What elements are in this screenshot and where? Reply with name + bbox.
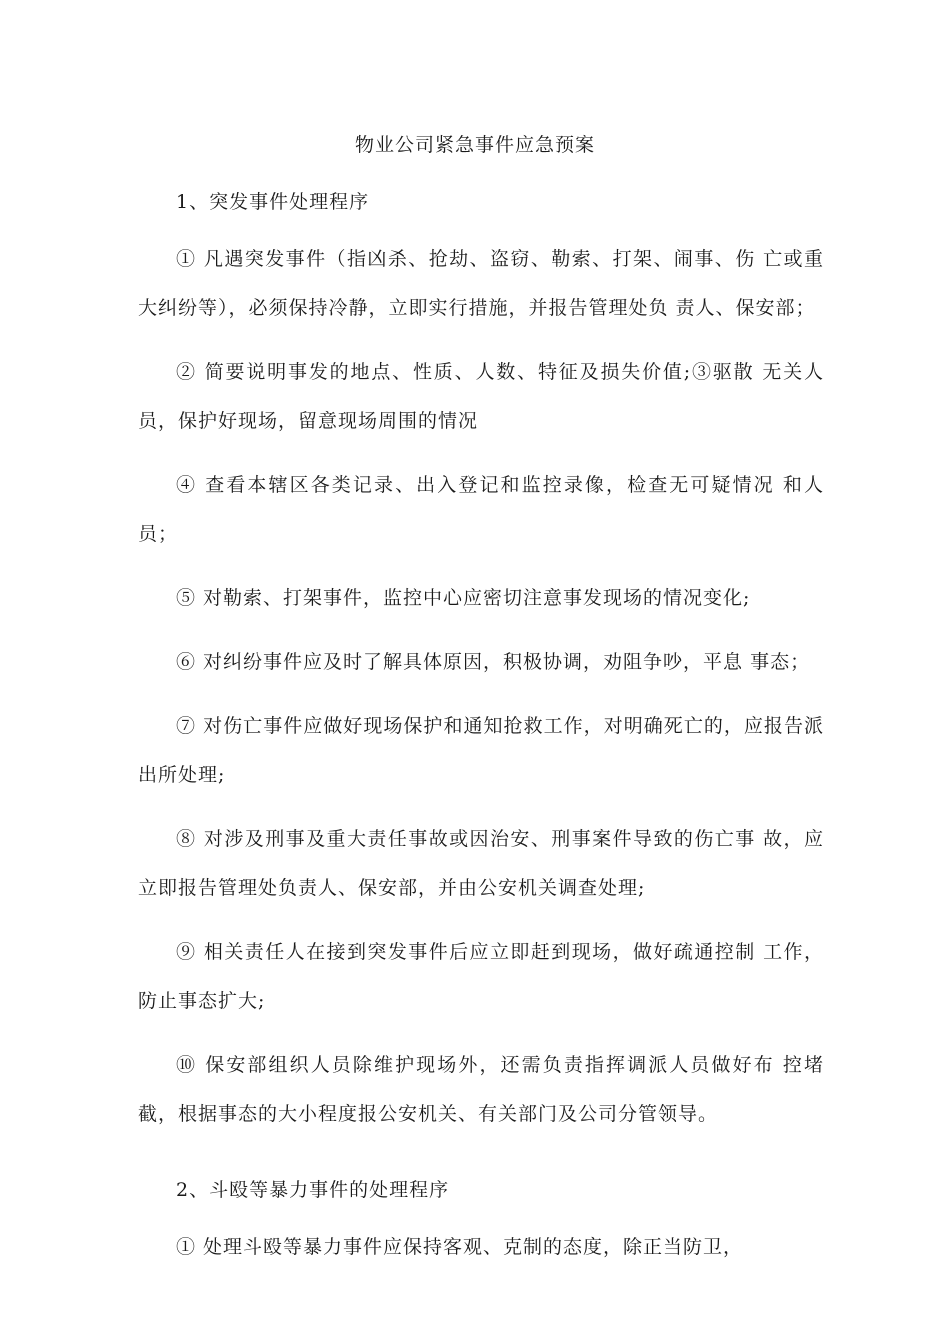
paragraph-item-2-1: ① 处理斗殴等暴力事件应保持客观、克制的态度，除正当防卫， [176,1236,744,1258]
paragraph-item-8: ⑧ 对涉及刑事及重大责任事故或因治安、刑事案件导致的伤亡事 故，应立即报告管理处负责人、保安部，并由公安机关调查处理; [138,828,824,899]
paragraph-item-6: ⑥ 对纠纷事件应及时了解具体原因，积极协调，劝阻争吵，平息 事态； [176,651,811,673]
paragraph-item-1: ① 凡遇突发事件（指凶杀、抢劫、盗窃、勒索、打架、闹事、伤 亡或重大纠纷等），必须保持冷静，立即实行措施，并报告管理处负 责人、保安部； [138,248,824,319]
paragraph-item-7: ⑦ 对伤亡事件应做好现场保护和通知抢救工作，对明确死亡的，应报告派出所处理; [138,715,824,786]
paragraph-item-4: ④ 查看本辖区各类记录、出入登记和监控录像，检查无可疑情况 和人员； [138,474,824,545]
section-spacer [138,1154,824,1166]
document-title: 物业公司紧急事件应急预案 [354,134,595,156]
section-heading-1: 1、突发事件处理程序 [176,191,370,213]
document-body [138,178,824,1287]
paragraph-item-5: ⑤ 对勒索、打架事件，监控中心应密切注意事发现场的情况变化; [176,587,751,609]
section-heading-2: 2、斗殴等暴力事件的处理程序 [176,1179,450,1201]
paragraph-item-9: ⑨ 相关责任人在接到突发事件后应立即赶到现场，做好疏通控制 工作，防止事态扩大; [138,941,824,1012]
paragraph-item-10: ⑩ 保安部组织人员除维护现场外，还需负责指挥调派人员做好布 控堵截，根据事态的大小程度报公安机关、有关部门及公司分管领导。 [138,1054,824,1125]
paragraph-item-2-3: ② 简要说明事发的地点、性质、人数、特征及损失价值;③驱散 无关人员，保护好现场，留意现场周围的情况 [138,361,824,432]
